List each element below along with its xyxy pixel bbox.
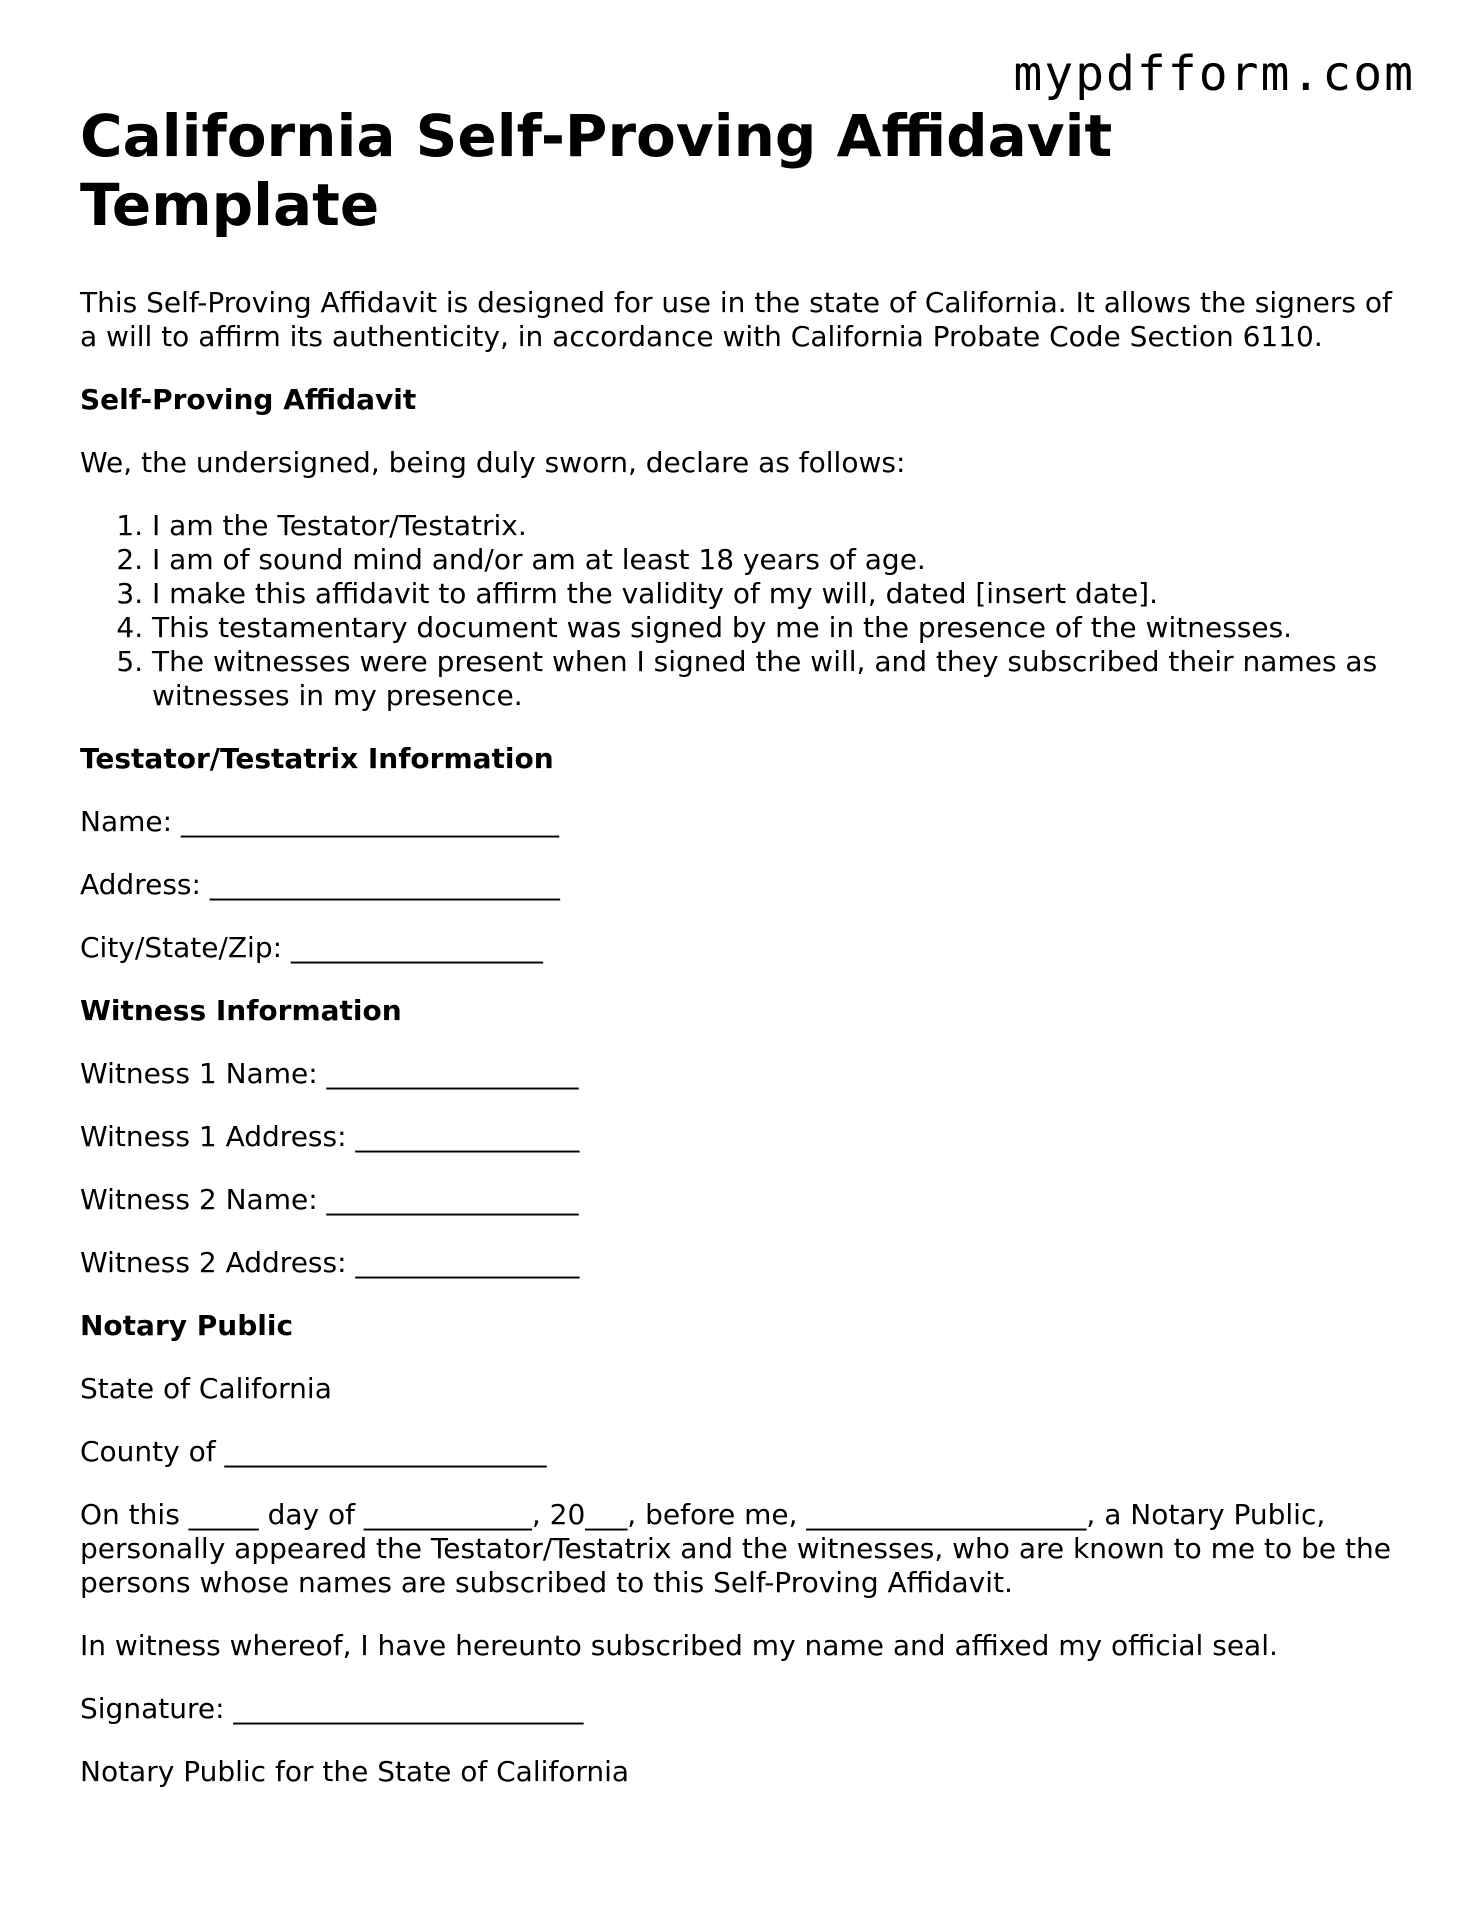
notary-witness-whereof: In witness whereof, I have hereunto subscribed my name and affixed my official seal.: [80, 1629, 1278, 1662]
testator-address-field: Address: _________________________: [80, 868, 560, 901]
witness2-name-field: Witness 2 Name: __________________: [80, 1183, 579, 1216]
notary-appearance-text: On this _____ day of ____________, 20___, before me, ____________________, a Notary Public, personally appeared the Testator/Testatrix and the witnesses, who are known to me to be the persons whose names are subscribed to this Self-Proving Affidavit.: [80, 1498, 1391, 1599]
notary-state: State of California: [80, 1372, 332, 1405]
notary-county-field: County of _______________________: [80, 1435, 547, 1468]
testator-city-field: City/State/Zip: __________________: [80, 931, 543, 964]
list-item: 3. I make this affidavit to affirm the validity of my will, dated [insert date].: [152, 577, 1410, 611]
list-item: 1. I am the Testator/Testatrix.: [152, 509, 1410, 543]
witness1-address-field: Witness 1 Address: ________________: [80, 1120, 580, 1153]
witness1-name-field: Witness 1 Name: __________________: [80, 1057, 579, 1090]
intro-paragraph: This Self-Proving Affidavit is designed for use in the state of California. It allows the signers of a will to affirm its authenticity, in accordance with California Probate Code Section 6110.: [80, 286, 1392, 353]
witness2-address-field: Witness 2 Address: ________________: [80, 1246, 580, 1279]
page-title: California Self-Proving Affidavit Template: [80, 102, 1113, 239]
testator-name-field: Name: ___________________________: [80, 805, 559, 838]
notary-footer: Notary Public for the State of California: [80, 1755, 630, 1788]
section-heading-notary: Notary Public: [80, 1309, 294, 1342]
notary-signature-field: Signature: _________________________: [80, 1692, 584, 1725]
list-item: 2. I am of sound mind and/or am at least 18 years of age.: [152, 543, 1410, 577]
document-page: [80, 102, 1410, 1818]
declaration-text: We, the undersigned, being duly sworn, declare as follows:: [80, 446, 906, 479]
section-heading-testator: Testator/Testatrix Information: [80, 742, 554, 775]
declaration-list: [80, 509, 1410, 713]
watermark-text: mypdfform.com: [1013, 46, 1415, 102]
list-item: 5. The witnesses were present when I signed the will, and they subscribed their names as witnesses in my presence.: [152, 645, 1410, 713]
list-item: 4. This testamentary document was signed by me in the presence of the witnesses.: [152, 611, 1410, 645]
section-heading-affidavit: Self-Proving Affidavit: [80, 383, 417, 416]
section-heading-witness: Witness Information: [80, 994, 402, 1027]
